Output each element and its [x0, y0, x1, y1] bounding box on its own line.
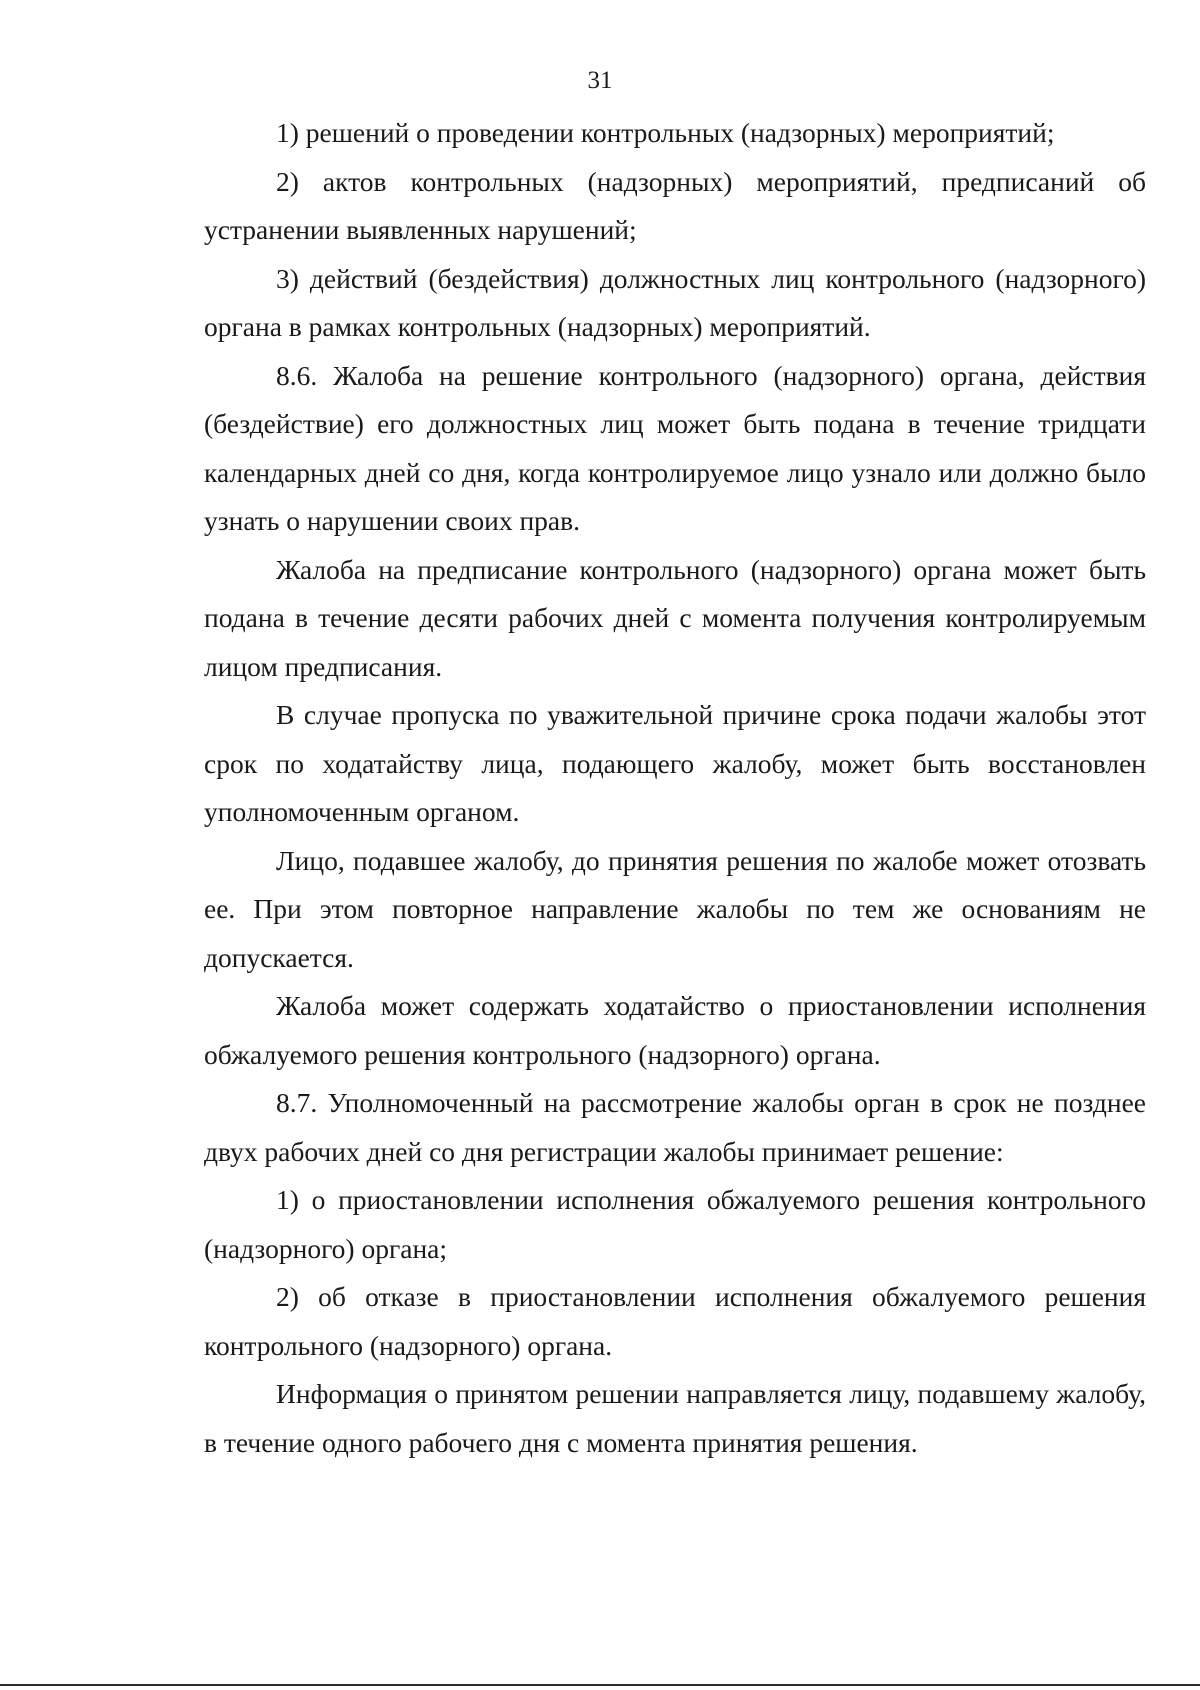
paragraph-item-2: 2) актов контрольных (надзорных) мероприятий, предписаний об устранении выявленных нарушений; [204, 165, 1146, 245]
paragraph-item-3: 3) действий (бездействия) должностных лиц контрольного (надзорного) органа в рамках контрольных (надзорных) мероприятий. [204, 262, 1146, 342]
paragraph-withdrawal: Лицо, подавшее жалобу, до принятия решения по жалобе может отозвать ее. При этом повторное направление жалобы по тем же основаниям не допускается. [204, 844, 1146, 973]
page-number: 31 [587, 67, 613, 94]
paragraph-8-6: 8.6. Жалоба на решение контрольного (надзорного) органа, действия (бездействие) его должностных лиц может быть подана в течение тридцати календарных дней со дня, когда контролируемое лицо узнало или должно было узнать о нарушении своих прав. [204, 359, 1146, 536]
paragraph-missed-deadline: В случае пропуска по уважительной причине срока подачи жалобы этот срок по ходатайству лица, подающего жалобу, может быть восстановлен уполномоченным органом. [204, 699, 1146, 827]
paragraph-decision-1: 1) о приостановлении исполнения обжалуемого решения контрольного (надзорного) органа; [204, 1184, 1146, 1264]
document-body [204, 109, 1146, 1467]
paragraph-item-1: 1) решений о проведении контрольных (надзорных) мероприятий; [276, 117, 1055, 148]
paragraph-prescription-complaint: Жалоба на предписание контрольного (надзорного) органа может быть подана в течение десяти рабочих дней с момента получения контролируемым лицом предписания. [204, 553, 1146, 682]
bottom-divider [0, 1684, 1200, 1686]
paragraph-decision-2: 2) об отказе в приостановлении исполнения обжалуемого решения контрольного (надзорного) органа. [204, 1281, 1146, 1361]
paragraph-8-7: 8.7. Уполномоченный на рассмотрение жалобы орган в срок не позднее двух рабочих дней со дня регистрации жалобы принимает решение: [204, 1087, 1146, 1167]
paragraph-suspension-request: Жалоба может содержать ходатайство о приостановлении исполнения обжалуемого решения контрольного (надзорного) органа. [204, 990, 1146, 1070]
paragraph-notification: Информация о принятом решении направляется лицу, подавшему жалобу, в течение одного рабочего дня с момента принятия решения. [204, 1378, 1146, 1458]
